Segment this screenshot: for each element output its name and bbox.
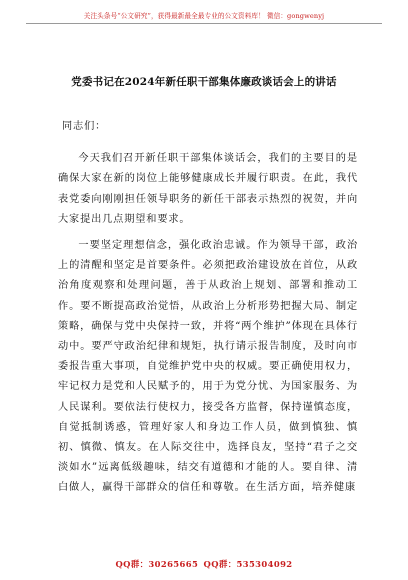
document-body: [58, 117, 358, 499]
header-divider: [26, 23, 382, 24]
document-title: 党委书记在2024年新任职干部集体廉政谈话会上的讲话: [71, 76, 337, 88]
header-promo-note: 关注头条号“公文研究”，获得最新最全最专业的公文资料库！ 微信：gongwenyj: [83, 12, 325, 20]
paragraph-intro: 今天我们召开新任职干部集体谈话会，我们的主要目的是确保大家在新的岗位上能够健康成长并履行职责。在此，我代表党委向刚刚担任领导职务的新任干部表示热烈的祝贺，并向大家提出几点期望和要求。: [58, 153, 358, 225]
salutation: 同志们：: [62, 121, 107, 132]
footer-qq-group-1: QQ群：30265665: [115, 559, 199, 569]
paragraph-point-one: 一要坚定理想信念，强化政治忠诚。作为领导干部，政治上的清醒和坚定是首要条件。必须把政治建设放在首位，从政治角度观察和处理问题，善于从政治上规划、部署和推动工作。要不断提高政治觉悟，从政治上分析形势把握大局、制定策略，确保与党中央保持一致，并将“两个维护”体现在具体行动中。要严守政治纪律和规矩，执行请示报告制度，及时向市委报告重大事项，自觉维护党中央的权威。要正确使用权力，牢记权力是党和人民赋予的，用于为党分忧、为国家服务、为人民谋利。要依法行使权力，接受各方监督，保持谨慎态度，自觉抵制诱惑，管理好家人和身边工作人员，做到慎独、慎初、慎微、慎友。在人际交往中，选择良友，坚持“君子之交淡如水”远离低级趣味，结交有道德和才能的人。要自律、清白做人，赢得干部群众的信任和尊敬。在生活方面，培养健康: [58, 240, 358, 494]
footer-qq-group-2: QQ群：535304092: [203, 559, 293, 569]
footer-contact: [0, 558, 408, 570]
